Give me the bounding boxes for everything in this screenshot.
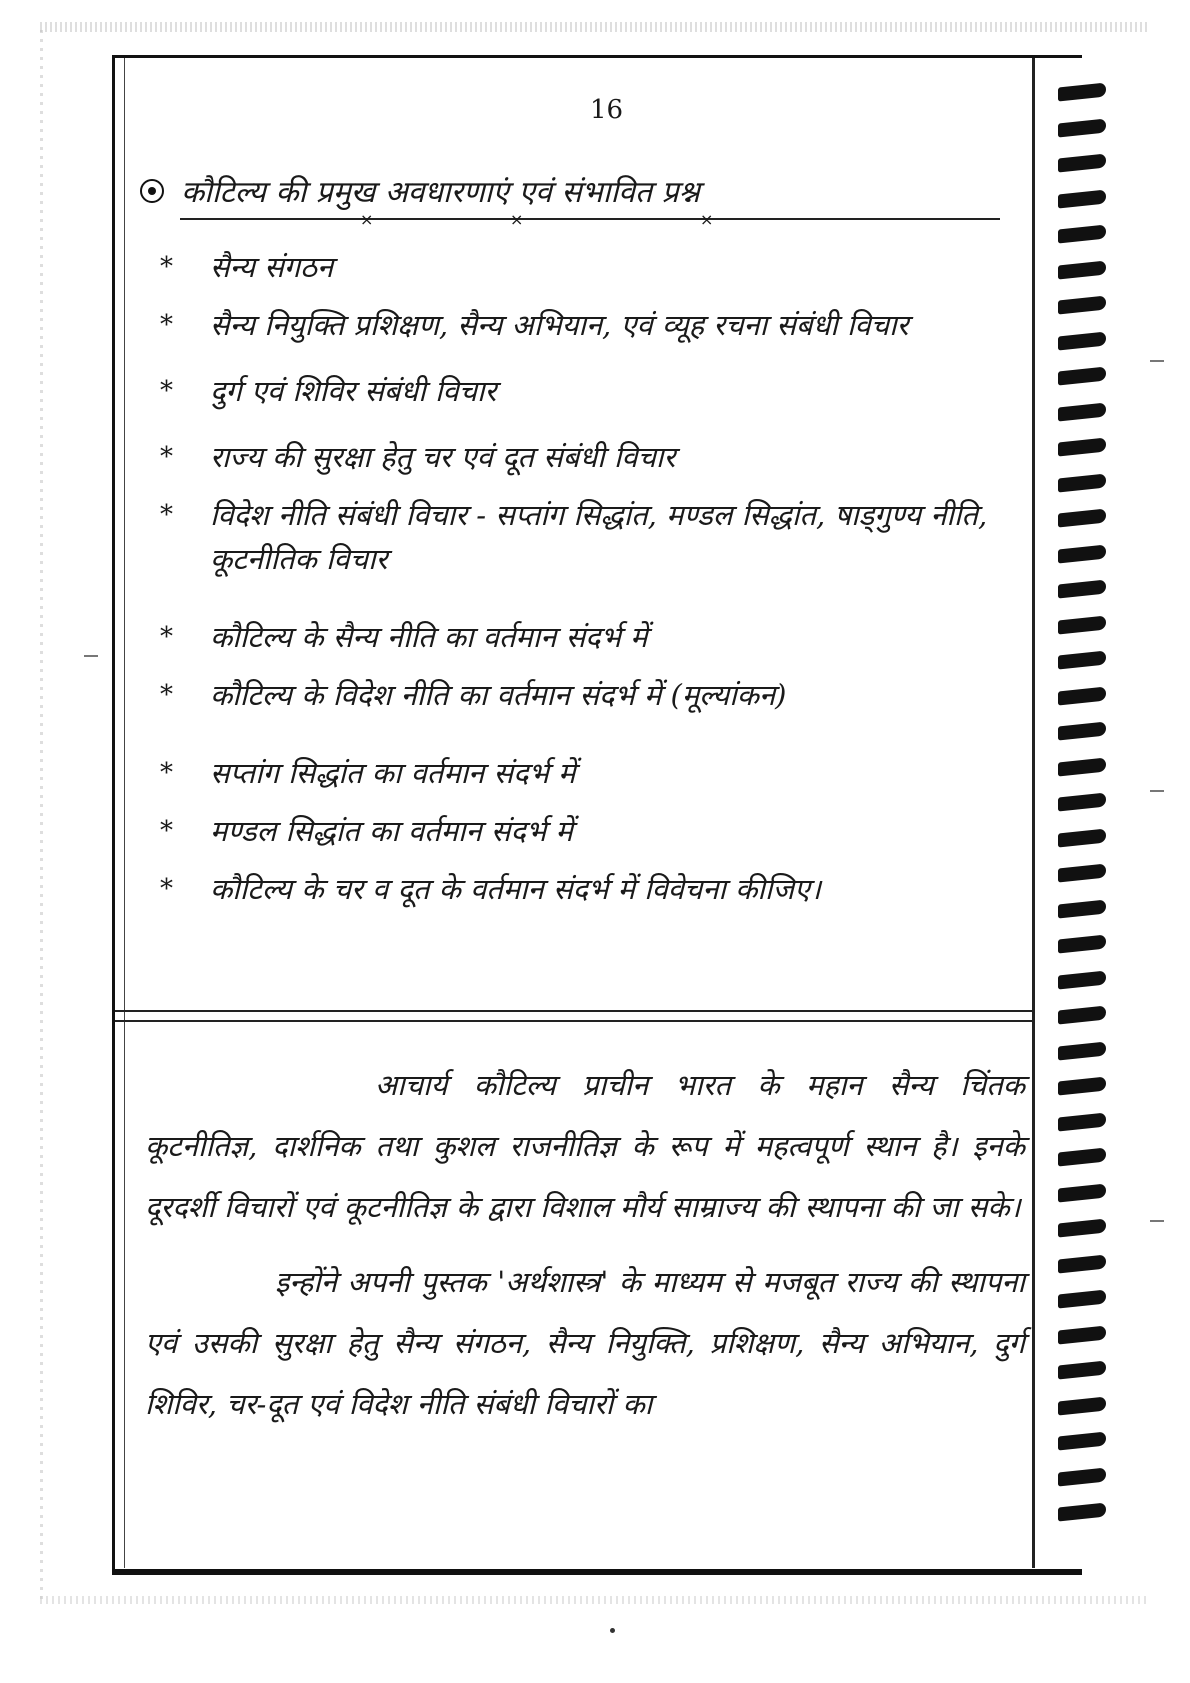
spiral-ring (1058, 757, 1106, 776)
list-item (150, 867, 1030, 911)
list-item-text: कौटिल्य के सैन्य नीति का वर्तमान संदर्भ में (210, 620, 648, 654)
spiral-ring (1058, 970, 1106, 989)
body-text (145, 1055, 1025, 1435)
star-bullet: * (160, 310, 173, 340)
spiral-ring (1058, 1254, 1106, 1273)
list-item (150, 435, 1030, 479)
spiral-ring (1058, 686, 1106, 705)
spiral-ring (1058, 1076, 1106, 1095)
underline-mark: × (360, 210, 374, 229)
list-item-text: सैन्य संगठन (210, 250, 334, 284)
star-bullet: * (160, 622, 173, 652)
list-item-text: मण्डल सिद्धांत का वर्तमान संदर्भ में (210, 814, 573, 848)
spiral-ring (1058, 899, 1106, 918)
spiral-ring (1058, 1289, 1106, 1308)
scan-mark (84, 655, 98, 657)
scan-edge-bottom (40, 1596, 1150, 1604)
list-item (150, 493, 1030, 581)
spiral-ring (1058, 82, 1106, 101)
paragraph (145, 1252, 1025, 1435)
list-item-text: कौटिल्य के विदेश नीति का वर्तमान संदर्भ में (मूल्यांकन) (210, 678, 787, 712)
page-number: 16 (590, 95, 624, 125)
spiral-ring (1058, 792, 1106, 811)
scan-mark (1150, 1220, 1164, 1222)
list-item-text: सैन्य नियुक्ति प्रशिक्षण, सैन्य अभियान, एवं व्यूह रचना संबंधी विचार (210, 308, 909, 342)
spiral-ring (1058, 579, 1106, 598)
binding-line (1032, 58, 1035, 1568)
list-item (150, 673, 1030, 717)
spiral-ring (1058, 473, 1106, 492)
spiral-ring (1058, 1041, 1106, 1060)
spiral-ring (1058, 1005, 1106, 1024)
scan-edge-top (40, 22, 1150, 32)
spiral-ring (1058, 863, 1106, 882)
list-item (150, 751, 1030, 795)
spiral-ring (1058, 650, 1106, 669)
spiral-ring (1058, 1360, 1106, 1379)
spiral-ring (1058, 1431, 1106, 1450)
spiral-binding (1058, 85, 1110, 1545)
spiral-ring (1058, 224, 1106, 243)
spiral-ring (1058, 1218, 1106, 1237)
spiral-ring (1058, 544, 1106, 563)
heading (140, 170, 1020, 211)
section-divider (115, 1010, 1035, 1012)
paragraph-text: आचार्य कौटिल्य प्राचीन भारत के महान सैन्य चिंतक कूटनीतिज्ञ, दार्शनिक तथा कुशल राजनीतिज्ञ के रूप में महत्वपूर्ण स्थान है। इनके दूरदर्शी विचारों एवं कूटनीतिज्ञ के द्वारा विशाल मौर्य साम्राज्य की स्थापना की जा सके। (145, 1068, 1025, 1224)
star-bullet: * (160, 758, 173, 788)
list-item-text: कौटिल्य के चर व दूत के वर्तमान संदर्भ में विवेचना कीजिए। (210, 872, 821, 906)
list-item (150, 303, 1030, 347)
heading-underline (180, 218, 1000, 220)
underline-mark: × (700, 210, 714, 229)
spiral-ring (1058, 260, 1106, 279)
star-bullet: * (160, 874, 173, 904)
spiral-ring (1058, 828, 1106, 847)
spiral-ring (1058, 1325, 1106, 1344)
spiral-ring (1058, 331, 1106, 350)
spiral-ring (1058, 721, 1106, 740)
point-list (150, 245, 1030, 911)
spiral-ring (1058, 934, 1106, 953)
circle-bullet-icon (140, 179, 164, 203)
star-bullet: * (160, 816, 173, 846)
list-item-text: विदेश नीति संबंधी विचार - सप्तांग सिद्धांत, मण्डल सिद्धांत, षाड्गुण्य नीति, कूटनीतिक विचार (210, 498, 988, 576)
paragraph (145, 1055, 1025, 1238)
scan-edge-left (40, 30, 43, 1600)
scan-mark (1150, 790, 1164, 792)
spiral-ring (1058, 1467, 1106, 1486)
heading-text: कौटिल्य की प्रमुख अवधारणाएं एवं संभावित प्रश्न (181, 175, 700, 210)
list-item (150, 369, 1030, 413)
spiral-ring (1058, 508, 1106, 527)
star-bullet: * (160, 376, 173, 406)
spiral-ring (1058, 1112, 1106, 1131)
star-bullet: * (160, 442, 173, 472)
spiral-ring (1058, 1147, 1106, 1166)
section-divider (115, 1020, 1035, 1022)
spiral-ring (1058, 1502, 1106, 1521)
spiral-ring (1058, 118, 1106, 137)
spiral-ring (1058, 1183, 1106, 1202)
scan-dot (610, 1628, 615, 1633)
paragraph-text: इन्होंने अपनी पुस्तक 'अर्थशास्त्र' के माध्यम से मजबूत राज्य की स्थापना एवं उसकी सुरक्षा हेतु सैन्य संगठन, सैन्य नियुक्ति, प्रशिक्षण, सैन्य अभियान, दुर्ग शिविर, चर-दूत एवं विदेश नीति संबंधी विचारों का (145, 1265, 1025, 1421)
list-item (150, 615, 1030, 659)
star-bullet: * (160, 680, 173, 710)
list-item (150, 245, 1030, 289)
spiral-ring (1058, 1396, 1106, 1415)
list-item-text: राज्य की सुरक्षा हेतु चर एवं दूत संबंधी विचार (210, 440, 676, 474)
spiral-ring (1058, 366, 1106, 385)
star-bullet: * (160, 252, 173, 282)
list-item-text: सप्तांग सिद्धांत का वर्तमान संदर्भ में (210, 756, 576, 790)
spiral-ring (1058, 153, 1106, 172)
spiral-ring (1058, 189, 1106, 208)
margin-line (124, 58, 125, 1568)
spiral-ring (1058, 295, 1106, 314)
spiral-ring (1058, 437, 1106, 456)
scan-mark (1150, 360, 1164, 362)
underline-mark: × (510, 210, 524, 229)
spiral-ring (1058, 615, 1106, 634)
list-item-text: दुर्ग एवं शिविर संबंधी विचार (210, 374, 497, 408)
star-bullet: * (160, 500, 173, 530)
list-item (150, 809, 1030, 853)
spiral-ring (1058, 402, 1106, 421)
